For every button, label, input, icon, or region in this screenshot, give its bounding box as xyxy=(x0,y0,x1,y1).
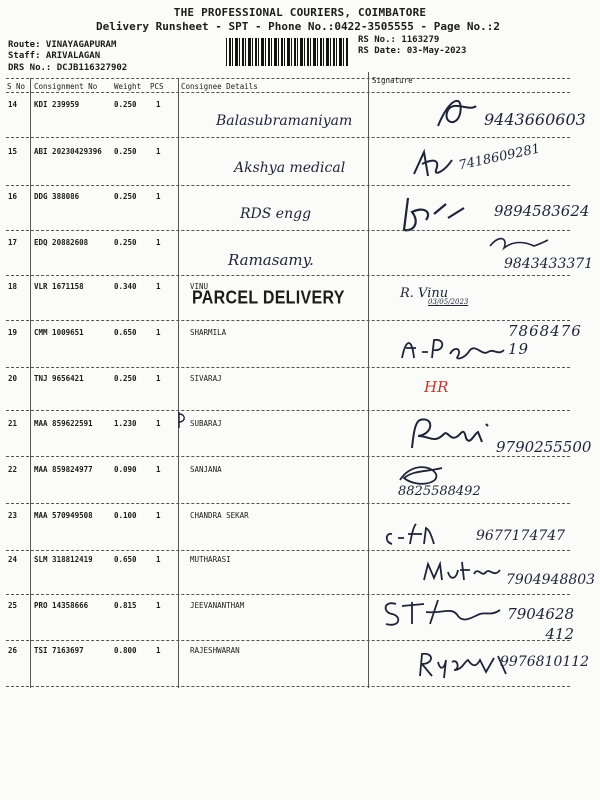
signature-date: 03/05/2023 xyxy=(428,298,469,306)
handwritten-consignee: Ramasamy. xyxy=(228,251,314,269)
table-top-border xyxy=(6,78,570,79)
handwritten-phone: 9894583624 xyxy=(494,202,590,220)
row-weight: 0.340 xyxy=(114,282,137,291)
signature-mark xyxy=(486,232,550,258)
drs-number: DRS No.: DCJB116327902 xyxy=(8,63,128,73)
row-divider xyxy=(6,410,570,411)
signature-mark xyxy=(414,648,510,680)
row-weight: 0.250 xyxy=(114,192,137,201)
row-consignment: VLR 1671158 xyxy=(34,282,84,291)
row-consignee: RAJESHWARAN xyxy=(190,646,240,655)
row-sno: 26 xyxy=(8,646,18,655)
row-pcs: 1 xyxy=(156,419,161,428)
row-consignment: SLM 318812419 xyxy=(34,555,93,564)
handwritten-phone: 9843433371 xyxy=(504,256,594,272)
row-consignee: CHANDRA SEKAR xyxy=(190,511,249,520)
row-consignment: CMM 1009651 xyxy=(34,328,84,337)
row-sno: 23 xyxy=(8,511,18,520)
signature-mark-red: HR xyxy=(424,378,449,396)
barcode-image xyxy=(226,38,348,66)
row-pcs: 1 xyxy=(156,100,161,109)
row-sno: 18 xyxy=(8,282,18,291)
row-sno: 14 xyxy=(8,100,18,109)
row-pcs: 1 xyxy=(156,465,161,474)
table-bottom-border xyxy=(6,686,570,687)
row-weight: 0.815 xyxy=(114,601,137,610)
col-header-consignee: Consignee Details xyxy=(181,82,258,91)
row-pcs: 1 xyxy=(156,601,161,610)
row-consignment: TNJ 9656421 xyxy=(34,374,84,383)
row-sno: 21 xyxy=(8,419,18,428)
company-title: THE PROFESSIONAL COURIERS, COIMBATORE xyxy=(173,6,427,19)
parcel-delivery-stamp: PARCEL DELIVERY xyxy=(192,288,345,309)
signature-mark xyxy=(404,414,500,454)
row-consignment: KDI 239959 xyxy=(34,100,80,109)
col-header-signature: Signature xyxy=(372,76,413,85)
row-consignee: JEEVANANTHAM xyxy=(190,601,245,610)
handwritten-phone: 9976810112 xyxy=(500,654,590,670)
row-consignment: MAA 859622591 xyxy=(34,419,93,428)
signature-mark xyxy=(398,330,510,364)
row-pcs: 1 xyxy=(156,147,161,156)
row-divider xyxy=(6,640,570,641)
row-consignment: MAA 859824977 xyxy=(34,465,93,474)
row-pcs: 1 xyxy=(156,238,161,247)
handwritten-phone: 9677174747 xyxy=(476,528,566,544)
row-consignment: MAA 570949508 xyxy=(34,511,93,520)
column-divider xyxy=(30,78,31,688)
row-sno: 22 xyxy=(8,465,18,474)
runsheet-subtitle: Delivery Runsheet - SPT - Phone No.:0422-3505555 - Page No.:2 xyxy=(96,20,500,33)
row-divider xyxy=(6,594,570,595)
row-weight: 0.800 xyxy=(114,646,137,655)
signature-mark xyxy=(420,556,506,586)
row-divider xyxy=(6,503,570,504)
row-consignee: SIVARAJ xyxy=(190,374,222,383)
col-header-sno: S No xyxy=(7,82,26,91)
row-sno: 19 xyxy=(8,328,18,337)
handwritten-phone: 8825588492 xyxy=(398,484,481,499)
handwritten-phone: 7418609281 xyxy=(457,141,542,174)
rs-number: RS No.: 1163279 xyxy=(358,35,440,45)
row-pcs: 1 xyxy=(156,555,161,564)
col-header-consignment: Consignment No xyxy=(34,82,98,91)
handwritten-phone: 9443660603 xyxy=(484,110,586,129)
row-sno: 24 xyxy=(8,555,18,564)
header-divider xyxy=(6,92,570,93)
row-consignment: TSI 7163697 xyxy=(34,646,84,655)
row-sno: 17 xyxy=(8,238,18,247)
row-weight: 0.100 xyxy=(114,511,137,520)
handwritten-consignee: Akshya medical xyxy=(234,160,346,176)
row-pcs: 1 xyxy=(156,646,161,655)
row-divider xyxy=(6,320,570,321)
row-consignment: ABI 20230429396 xyxy=(34,147,102,156)
row-pcs: 1 xyxy=(156,328,161,337)
signature-mark xyxy=(378,596,502,632)
row-weight: 0.250 xyxy=(114,374,137,383)
row-divider xyxy=(6,230,570,231)
signature-mark xyxy=(382,520,442,550)
row-pcs: 1 xyxy=(156,192,161,201)
col-header-pcs: PCS xyxy=(150,82,164,91)
pen-mark xyxy=(176,410,188,430)
row-pcs: 1 xyxy=(156,511,161,520)
column-divider xyxy=(368,72,369,688)
row-consignment: PRO 14358666 xyxy=(34,601,89,610)
rs-date: RS Date: 03-May-2023 xyxy=(358,46,467,56)
row-weight: 1.230 xyxy=(114,419,137,428)
row-pcs: 1 xyxy=(156,282,161,291)
row-divider xyxy=(6,367,570,368)
row-weight: 0.650 xyxy=(114,328,137,337)
row-weight: 0.250 xyxy=(114,147,137,156)
handwritten-phone: 7904948803 xyxy=(506,572,596,588)
handwritten-consignee: RDS engg xyxy=(240,206,312,222)
signature-mark xyxy=(410,148,456,182)
row-weight: 0.250 xyxy=(114,100,137,109)
signature-name: R. Vinu xyxy=(400,286,449,301)
handwritten-consignee: Balasubramaniyam xyxy=(216,113,353,129)
col-header-weight: Weight xyxy=(114,82,142,91)
row-consignee: SHARMILA xyxy=(190,328,227,337)
handwritten-phone: 786847619 xyxy=(508,322,582,358)
row-weight: 0.250 xyxy=(114,238,137,247)
signature-mark xyxy=(430,92,480,134)
row-consignee: VINU xyxy=(190,282,209,291)
row-weight: 0.650 xyxy=(114,555,137,564)
row-divider xyxy=(6,456,570,457)
column-divider xyxy=(178,78,179,688)
staff-label: Staff: ARIVALAGAN xyxy=(8,51,101,61)
row-divider xyxy=(6,185,570,186)
row-sno: 16 xyxy=(8,192,18,201)
row-divider xyxy=(6,275,570,276)
row-consignment: DDG 388086 xyxy=(34,192,80,201)
row-sno: 15 xyxy=(8,147,18,156)
row-consignee: SUBARAJ xyxy=(190,419,222,428)
row-pcs: 1 xyxy=(156,374,161,383)
row-consignee: SANJANA xyxy=(190,465,222,474)
row-consignee: MUTHARASI xyxy=(190,555,231,564)
row-sno: 25 xyxy=(8,601,18,610)
route-label: Route: VINAYAGAPURAM xyxy=(8,40,117,50)
row-divider xyxy=(6,550,570,551)
row-sno: 20 xyxy=(8,374,18,383)
handwritten-phone: 7904628412 xyxy=(507,605,574,643)
row-divider xyxy=(6,137,570,138)
row-consignment: EDQ 20882608 xyxy=(34,238,89,247)
row-weight: 0.090 xyxy=(114,465,137,474)
handwritten-phone: 9790255500 xyxy=(496,438,592,456)
